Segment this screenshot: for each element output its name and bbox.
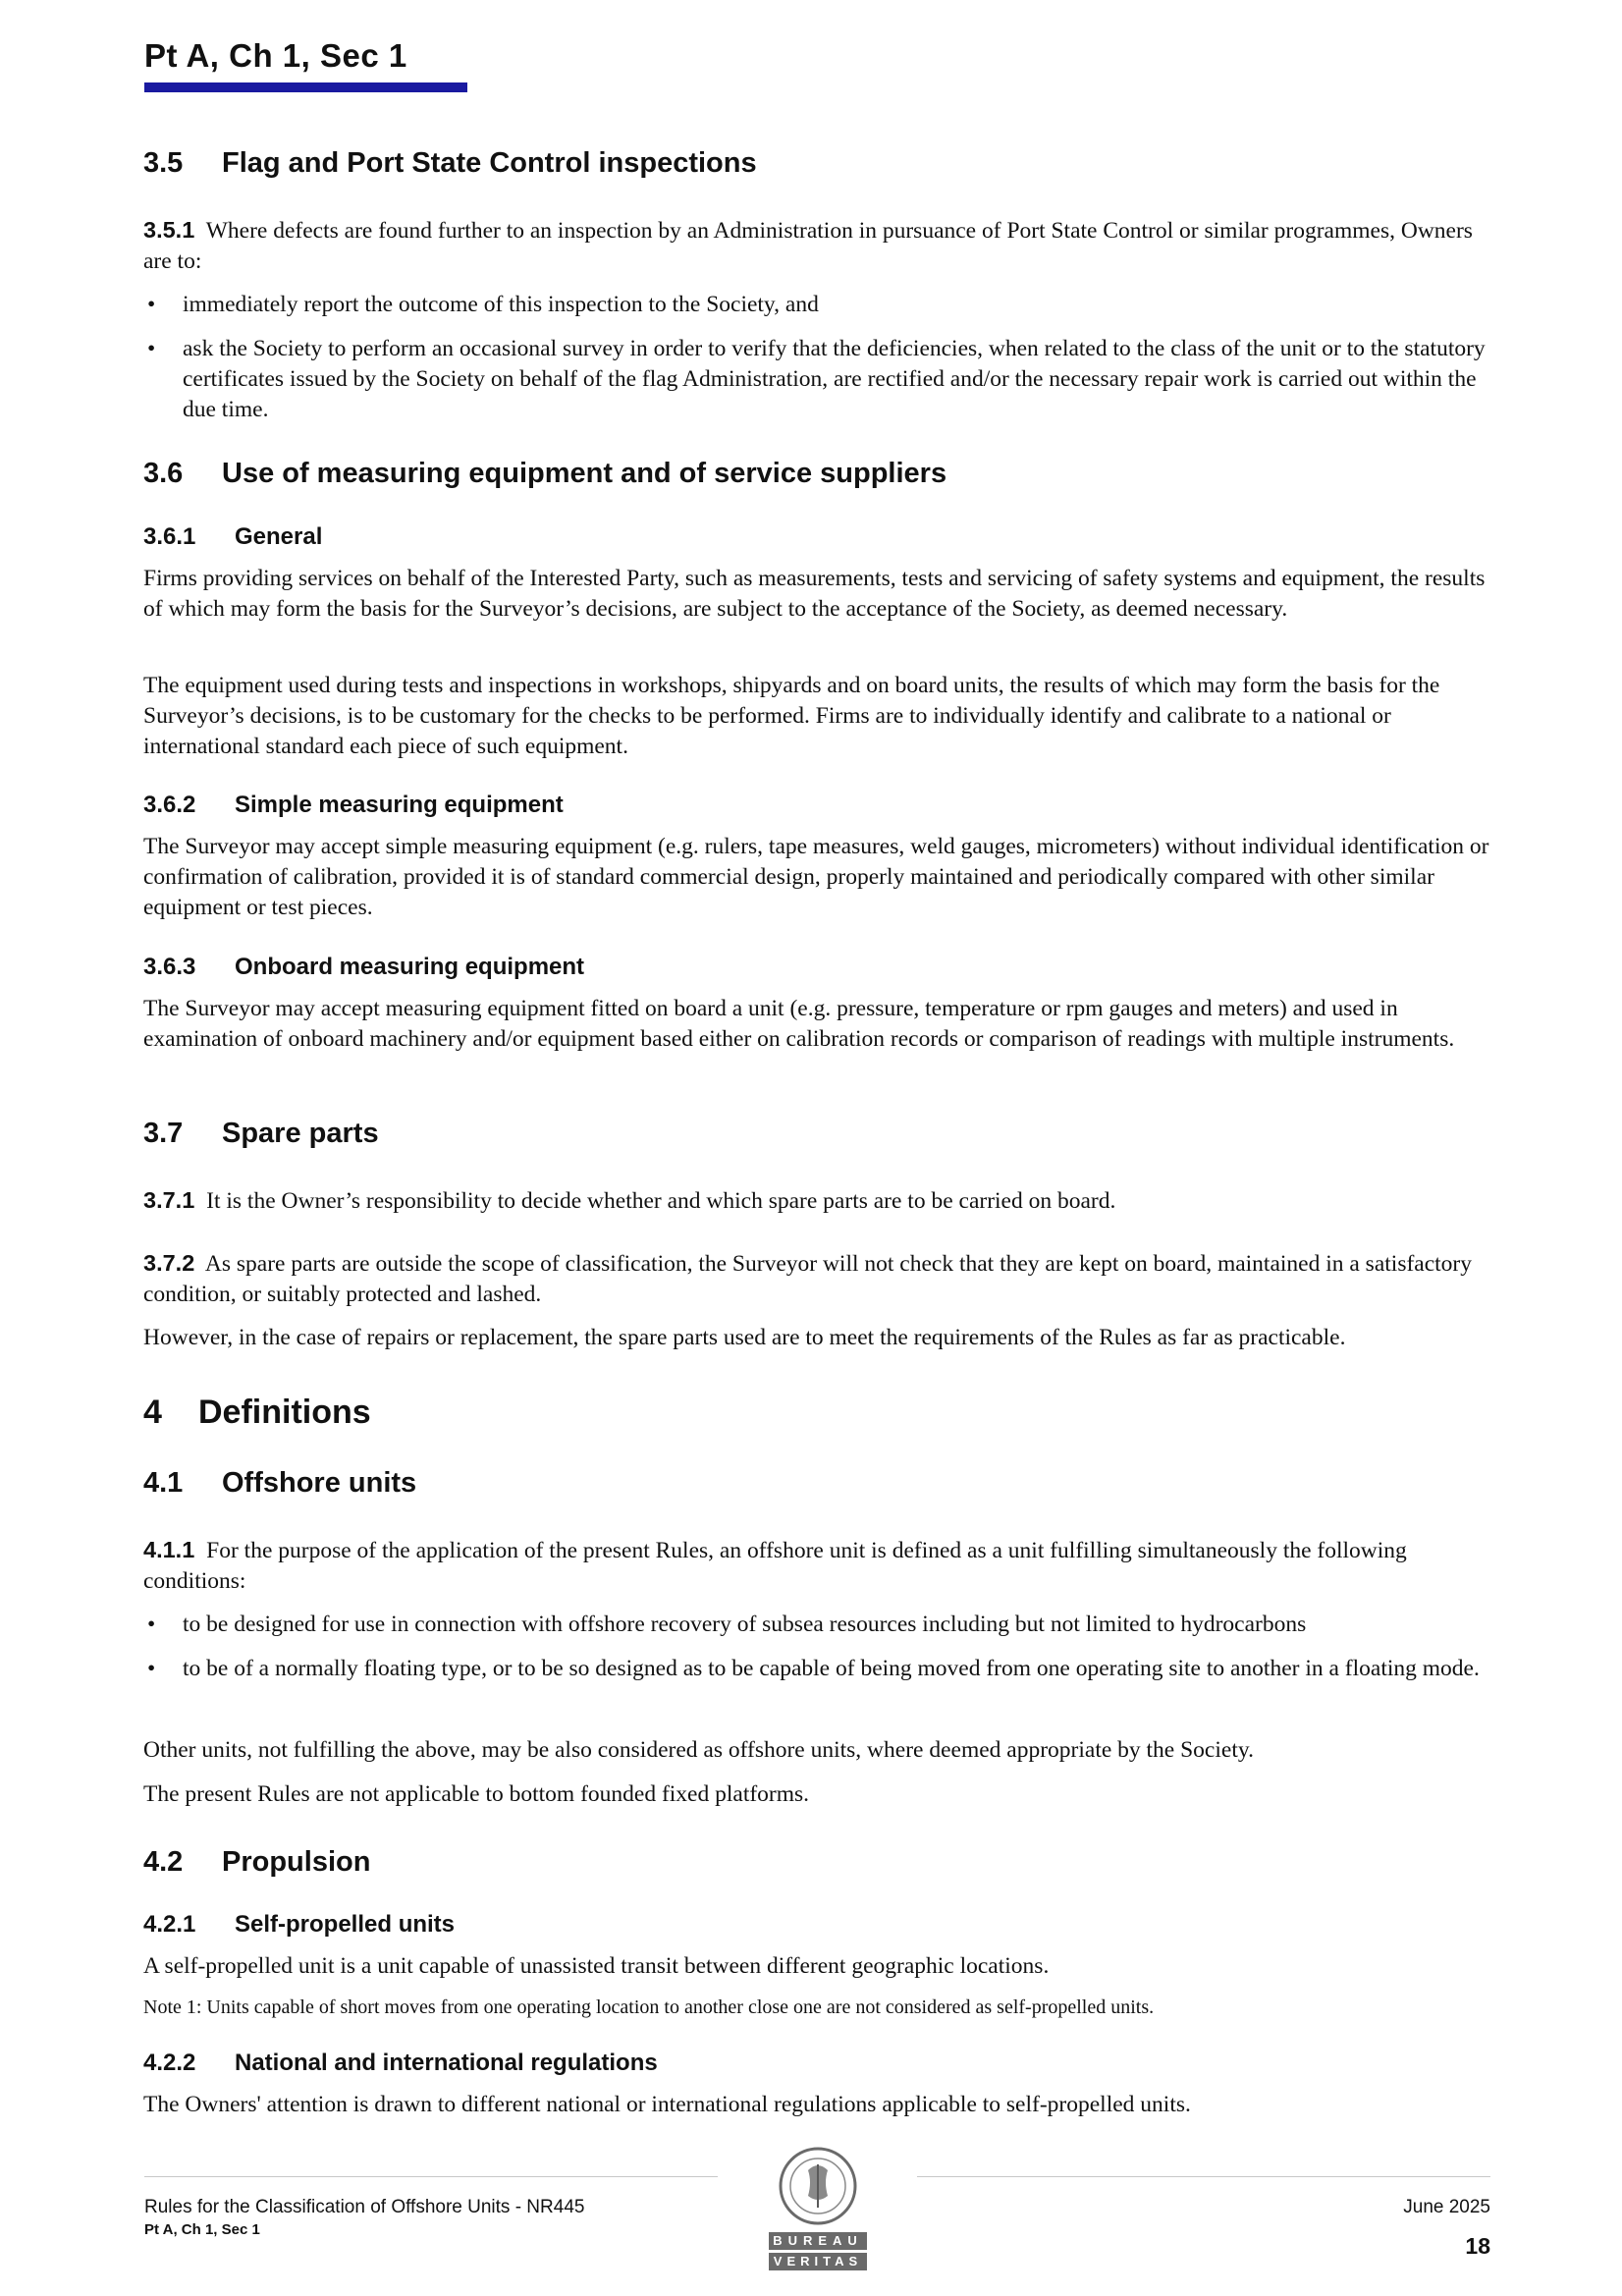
footer-rule-right: [917, 2176, 1490, 2177]
paragraph: Other units, not fulfilling the above, may be also considered as offshore units, where deemed appropriate by the Society.: [143, 1737, 1254, 1763]
paragraph: The Owners' attention is drawn to different national or international regulations applicable to self-propelled units.: [143, 2092, 1191, 2117]
footer-section: Pt A, Ch 1, Sec 1: [144, 2221, 260, 2238]
chapter-heading-4: 4 Definitions: [143, 1394, 371, 1431]
logo-word-1: BUREAU: [773, 2233, 863, 2248]
page-number: 18: [1465, 2233, 1490, 2259]
article-4-1-1: 4.1.1 For the purpose of the application of the present Rules, an offshore unit is defined as a unit fulfilling simultaneously the following conditions:: [143, 1537, 1407, 1594]
bullet-item: • ask the Society to perform an occasional survey in order to verify that the deficiencies, when related to the class of the unit or to the statutory certificates issued by the Society on behalf of the flag Administration, are rectified and/or the necessary repair work is carried out within the due time.: [147, 336, 1486, 422]
footer-rule-left: [144, 2176, 718, 2177]
paragraph: The Surveyor may accept measuring equipment fitted on board a unit (e.g. pressure, temperature or rpm gauges and meters) and used in examination of onboard machinery and/or equipment based either on calibration records or comparison of readings with multiple instruments.: [143, 996, 1455, 1052]
paragraph: The Surveyor may accept simple measuring equipment (e.g. rulers, tape measures, weld gauges, micrometers) without individual identification or confirmation of calibration, provided it is of standard commercial design, properly maintained and periodically compared with other similar equipment or test pieces.: [143, 834, 1489, 920]
article-heading-3-6-3: 3.6.3 Onboard measuring equipment: [143, 954, 585, 980]
bullet-item: • to be of a normally floating type, or to be so designed as to be capable of being moved from one operating site to another in a floating mode.: [147, 1656, 1480, 1681]
paragraph: The present Rules are not applicable to bottom founded fixed platforms.: [143, 1781, 810, 1807]
footer-date: June 2025: [1403, 2197, 1490, 2217]
header-accent-bar: [144, 82, 467, 92]
article-3-5-1: 3.5.1 Where defects are found further to an inspection by an Administration in pursuance of Port State Control or similar programmes, Owners are to:: [143, 217, 1473, 274]
section-heading-3-5: 3.5 Flag and Port State Control inspections: [143, 147, 757, 179]
section-heading-4-1: 4.1 Offshore units: [143, 1467, 417, 1499]
paragraph: However, in the case of repairs or replacement, the spare parts used are to meet the requirements of the Rules as far as practicable.: [143, 1325, 1346, 1350]
paragraph: The equipment used during tests and inspections in workshops, shipyards and on board units, the results of which may form the basis for the Surveyor’s decisions, is to be customary for the checks to be performed. Firms are to individually identify and calibrate to a national or international standard each piece of such equipment.: [143, 673, 1440, 759]
paragraph: A self-propelled unit is a unit capable of unassisted transit between different geographic locations.: [143, 1953, 1050, 1979]
article-3-7-1: 3.7.1 It is the Owner’s responsibility to decide whether and which spare parts are to be carried on board.: [143, 1187, 1116, 1214]
article-heading-3-6-1: 3.6.1 General: [143, 523, 323, 550]
logo-word-2: VERITAS: [773, 2254, 863, 2269]
bullet-item: • to be designed for use in connection with offshore recovery of subsea resources including but not limited to hydrocarbons: [147, 1612, 1307, 1637]
section-heading-3-7: 3.7 Spare parts: [143, 1118, 379, 1149]
paragraph: Firms providing services on behalf of the Interested Party, such as measurements, tests and servicing of safety systems and equipment, the results of which may form the basis for the Surveyor’s decisions, are subject to the acceptance of the Society, as deemed necessary.: [143, 566, 1486, 622]
running-header: Pt A, Ch 1, Sec 1: [144, 37, 407, 74]
section-heading-3-6: 3.6 Use of measuring equipment and of service suppliers: [143, 458, 947, 489]
bullet-item: • immediately report the outcome of this inspection to the Society, and: [147, 292, 819, 317]
article-3-7-2: 3.7.2 As spare parts are outside the scope of classification, the Surveyor will not check that they are kept on board, maintained in a satisfactory condition, or suitably protected and lashed.: [143, 1250, 1472, 1307]
footer-document-title: Rules for the Classification of Offshore Units - NR445: [144, 2197, 585, 2217]
section-heading-4-2: 4.2 Propulsion: [143, 1846, 371, 1878]
note: Note 1: Units capable of short moves from one operating location to another close one are not considered as self-propelled units.: [143, 1996, 1155, 2018]
article-heading-4-2-1: 4.2.1 Self-propelled units: [143, 1911, 456, 1938]
article-heading-3-6-2: 3.6.2 Simple measuring equipment: [143, 792, 564, 818]
bureau-veritas-logo: [769, 2141, 867, 2273]
article-heading-4-2-2: 4.2.2 National and international regulations: [143, 2050, 658, 2076]
